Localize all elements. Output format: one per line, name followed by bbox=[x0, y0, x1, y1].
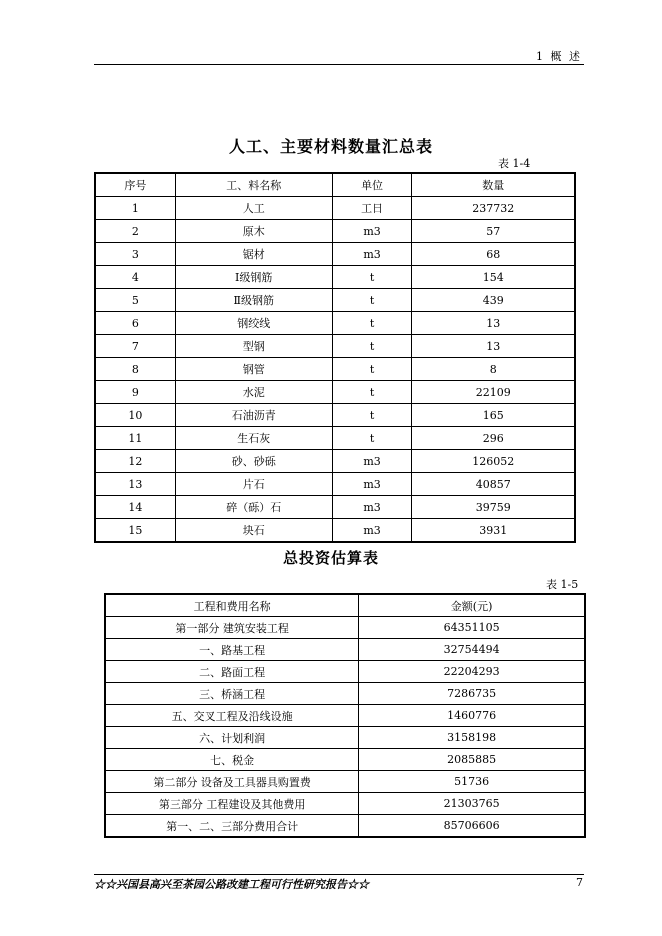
cell-quantity: 439 bbox=[412, 289, 575, 312]
cell-quantity: 13 bbox=[412, 312, 575, 335]
cell-no: 5 bbox=[95, 289, 175, 312]
table-row bbox=[95, 473, 575, 496]
footer-rule bbox=[94, 874, 584, 875]
table-row bbox=[95, 289, 575, 312]
cell-item-name: 第二部分 设备及工具器具购置费 bbox=[105, 771, 359, 793]
header-rule bbox=[94, 64, 584, 65]
table1-label: 表 1-4 bbox=[498, 157, 531, 170]
table-row bbox=[95, 312, 575, 335]
cell-material-name: 碎（砾）石 bbox=[175, 496, 332, 519]
investment-table bbox=[104, 593, 586, 838]
table-row bbox=[105, 661, 585, 683]
column-header-amount: 金额(元) bbox=[359, 594, 585, 617]
table-header-row bbox=[105, 594, 585, 617]
cell-material-name: 锯材 bbox=[175, 243, 332, 266]
table-row bbox=[95, 519, 575, 543]
table-row bbox=[105, 815, 585, 838]
cell-unit: t bbox=[332, 335, 412, 358]
cell-amount: 21303765 bbox=[359, 793, 585, 815]
column-header-unit: 单位 bbox=[332, 173, 412, 197]
table-row bbox=[95, 496, 575, 519]
table-row bbox=[105, 617, 585, 639]
table2-title: 总投资估算表 bbox=[282, 549, 379, 567]
cell-material-name: 水泥 bbox=[175, 381, 332, 404]
chapter-header: 1 概 述 bbox=[536, 50, 582, 63]
cell-material-name: 片石 bbox=[175, 473, 332, 496]
cell-item-name: 五、交叉工程及沿线设施 bbox=[105, 705, 359, 727]
table-row bbox=[95, 220, 575, 243]
cell-item-name: 第一部分 建筑安装工程 bbox=[105, 617, 359, 639]
cell-material-name: Ⅱ级钢筋 bbox=[175, 289, 332, 312]
materials-table bbox=[94, 172, 576, 543]
cell-no: 1 bbox=[95, 197, 175, 220]
table-row bbox=[95, 427, 575, 450]
cell-quantity: 154 bbox=[412, 266, 575, 289]
cell-material-name: 砂、砂砾 bbox=[175, 450, 332, 473]
cell-material-name: 原木 bbox=[175, 220, 332, 243]
cell-quantity: 3931 bbox=[412, 519, 575, 543]
cell-quantity: 296 bbox=[412, 427, 575, 450]
cell-quantity: 57 bbox=[412, 220, 575, 243]
cell-no: 3 bbox=[95, 243, 175, 266]
table-row bbox=[95, 335, 575, 358]
cell-item-name: 七、税金 bbox=[105, 749, 359, 771]
cell-material-name: 钢管 bbox=[175, 358, 332, 381]
cell-no: 9 bbox=[95, 381, 175, 404]
cell-unit: t bbox=[332, 358, 412, 381]
table1-title: 人工、主要材料数量汇总表 bbox=[228, 137, 433, 156]
cell-material-name: 石油沥青 bbox=[175, 404, 332, 427]
cell-quantity: 8 bbox=[412, 358, 575, 381]
cell-unit: m3 bbox=[332, 496, 412, 519]
cell-amount: 22204293 bbox=[359, 661, 585, 683]
cell-unit: m3 bbox=[332, 243, 412, 266]
cell-amount: 2085885 bbox=[359, 749, 585, 771]
table-row bbox=[105, 771, 585, 793]
column-header-name: 工、料名称 bbox=[175, 173, 332, 197]
cell-amount: 1460776 bbox=[359, 705, 585, 727]
cell-no: 10 bbox=[95, 404, 175, 427]
cell-unit: t bbox=[332, 427, 412, 450]
table-row bbox=[95, 358, 575, 381]
cell-unit: m3 bbox=[332, 519, 412, 543]
cell-item-name: 六、计划利润 bbox=[105, 727, 359, 749]
cell-no: 2 bbox=[95, 220, 175, 243]
cell-unit: t bbox=[332, 266, 412, 289]
cell-unit: t bbox=[332, 381, 412, 404]
cell-material-name: 人工 bbox=[175, 197, 332, 220]
column-header-item: 工程和费用名称 bbox=[105, 594, 359, 617]
cell-no: 12 bbox=[95, 450, 175, 473]
cell-no: 13 bbox=[95, 473, 175, 496]
cell-unit: m3 bbox=[332, 473, 412, 496]
cell-unit: 工日 bbox=[332, 197, 412, 220]
cell-material-name: 块石 bbox=[175, 519, 332, 543]
footer-report-title: ☆☆兴国县高兴至茶园公路改建工程可行性研究报告☆☆ bbox=[94, 878, 369, 891]
cell-no: 11 bbox=[95, 427, 175, 450]
cell-unit: t bbox=[332, 312, 412, 335]
cell-unit: t bbox=[332, 289, 412, 312]
column-header-quantity: 数量 bbox=[412, 173, 575, 197]
table-row bbox=[95, 404, 575, 427]
cell-quantity: 22109 bbox=[412, 381, 575, 404]
cell-amount: 32754494 bbox=[359, 639, 585, 661]
table-row bbox=[105, 683, 585, 705]
table2-label: 表 1-5 bbox=[546, 578, 579, 591]
cell-unit: t bbox=[332, 404, 412, 427]
cell-no: 8 bbox=[95, 358, 175, 381]
cell-quantity: 126052 bbox=[412, 450, 575, 473]
table-row bbox=[95, 197, 575, 220]
cell-amount: 64351105 bbox=[359, 617, 585, 639]
cell-material-name: 型钢 bbox=[175, 335, 332, 358]
cell-unit: m3 bbox=[332, 450, 412, 473]
cell-unit: m3 bbox=[332, 220, 412, 243]
cell-quantity: 39759 bbox=[412, 496, 575, 519]
cell-material-name: 生石灰 bbox=[175, 427, 332, 450]
table-row bbox=[105, 639, 585, 661]
cell-amount: 85706606 bbox=[359, 815, 585, 838]
cell-amount: 7286735 bbox=[359, 683, 585, 705]
cell-quantity: 165 bbox=[412, 404, 575, 427]
cell-amount: 3158198 bbox=[359, 727, 585, 749]
cell-no: 6 bbox=[95, 312, 175, 335]
table-header-row bbox=[95, 173, 575, 197]
cell-item-name: 一、路基工程 bbox=[105, 639, 359, 661]
cell-no: 14 bbox=[95, 496, 175, 519]
cell-item-name: 二、路面工程 bbox=[105, 661, 359, 683]
cell-material-name: 钢绞线 bbox=[175, 312, 332, 335]
table-row bbox=[95, 243, 575, 266]
page-number: 7 bbox=[576, 876, 583, 889]
cell-quantity: 40857 bbox=[412, 473, 575, 496]
table-row bbox=[105, 705, 585, 727]
table-row bbox=[95, 381, 575, 404]
column-header-no: 序号 bbox=[95, 173, 175, 197]
table-row bbox=[95, 450, 575, 473]
cell-material-name: Ⅰ级钢筋 bbox=[175, 266, 332, 289]
cell-no: 4 bbox=[95, 266, 175, 289]
cell-quantity: 237732 bbox=[412, 197, 575, 220]
cell-item-name: 第一、二、三部分费用合计 bbox=[105, 815, 359, 838]
table-row bbox=[105, 749, 585, 771]
cell-no: 7 bbox=[95, 335, 175, 358]
cell-amount: 51736 bbox=[359, 771, 585, 793]
cell-quantity: 68 bbox=[412, 243, 575, 266]
cell-item-name: 三、桥涵工程 bbox=[105, 683, 359, 705]
table-row bbox=[105, 793, 585, 815]
table-row bbox=[105, 727, 585, 749]
table-row bbox=[95, 266, 575, 289]
cell-item-name: 第三部分 工程建设及其他费用 bbox=[105, 793, 359, 815]
cell-quantity: 13 bbox=[412, 335, 575, 358]
cell-no: 15 bbox=[95, 519, 175, 543]
